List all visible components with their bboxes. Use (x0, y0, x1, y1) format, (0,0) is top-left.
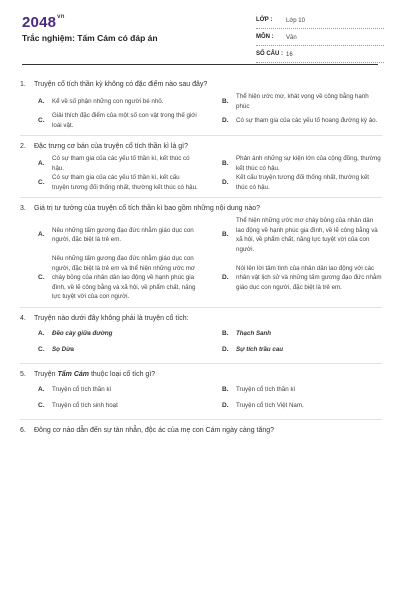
page-title: Trắc nghiệm: Tấm Cám có đáp án (22, 33, 158, 43)
option-text: Truyện cổ tích thần kì (236, 385, 296, 393)
option-grid (20, 154, 382, 192)
question-3 (20, 204, 382, 302)
meta-info (256, 16, 384, 67)
option-text: Truyện cổ tích sinh hoạt (52, 401, 118, 409)
option-grid (20, 382, 382, 414)
question-text (20, 426, 382, 436)
meta-value: Văn (286, 35, 297, 41)
question-prompt: Đông cơ nào dẫn đến sự tàn nhẫn, độc ác của mẹ con Cám ngày càng tăng? (34, 426, 275, 434)
question-text (20, 314, 382, 324)
question-number: 4. (20, 314, 26, 322)
header-divider (22, 64, 378, 65)
option-text: Nêu những tấm gương đạo đức nhằm giáo dục con người, đặc biệt là trẻ em và thể hiện những ước mơ cháy bỏng của nhân dân lao động về hạnh phúc gia đình, về lẽ công bằng và xã hội, về phẩm chất, năng lực tuyệt vời của con người. (52, 255, 196, 300)
option-text: Phản ánh những sự kiện lớn của cộng đồng, thường kết thúc có hậu. (236, 155, 381, 172)
option-b[interactable] (204, 92, 382, 111)
option-letter: A. (38, 385, 45, 393)
option-letter: D. (222, 116, 229, 124)
question-number: 6. (20, 426, 26, 434)
option-d[interactable] (204, 254, 382, 302)
option-text: Có sự tham gia của các yếu tố hoang đường kỳ ảo. (236, 116, 378, 124)
option-b[interactable] (204, 326, 382, 342)
option-d[interactable] (204, 111, 382, 130)
question-divider (20, 363, 382, 364)
question-1 (20, 80, 382, 130)
option-a[interactable] (20, 92, 198, 111)
option-letter: C. (38, 178, 45, 186)
option-text: Sự tích trầu cau (236, 345, 284, 353)
option-letter: B. (222, 159, 229, 167)
site-logo[interactable] (22, 14, 65, 31)
option-letter: C. (38, 401, 45, 409)
option-letter: B. (222, 231, 229, 239)
meta-value: Lớp 10 (286, 18, 305, 24)
option-text: Thể hiện ước mơ, khát vọng về công bằng hạnh phúc (236, 93, 369, 110)
option-d[interactable] (204, 173, 382, 192)
option-b[interactable] (204, 154, 382, 173)
option-letter: A. (38, 159, 45, 167)
meta-key: SỐ CÂU : (256, 51, 283, 57)
question-prompt: Đặc trưng cơ bản của truyện cổ tích thần kì là gì? (34, 143, 189, 150)
option-letter: D. (222, 274, 229, 281)
question-prompt: Truyện cổ tích thần kỳ không có đặc điểm nào sau đây? (34, 81, 208, 88)
question-prompt (34, 371, 155, 378)
question-divider (20, 307, 382, 308)
option-text: Nêu những tấm gương đạo đức nhằm giáo dục con người, đặc biệt là trẻ em. (52, 226, 194, 243)
option-letter: A. (38, 231, 45, 239)
option-grid (20, 216, 382, 302)
question-divider (20, 197, 382, 198)
option-letter: B. (222, 329, 229, 337)
page-header (0, 0, 400, 68)
question-number: 1. (20, 81, 26, 88)
option-text: Truyện cổ tích Việt Nam. (236, 401, 304, 409)
question-text (20, 80, 382, 90)
option-text: Thạch Sanh (236, 329, 272, 337)
option-letter: D. (222, 401, 229, 409)
option-letter: C. (38, 274, 45, 281)
question-text (20, 204, 382, 214)
option-text: Truyện cổ tích thần kì (52, 385, 112, 393)
option-letter: A. (38, 97, 45, 105)
question-6 (20, 426, 382, 436)
option-letter: D. (222, 345, 229, 353)
question-prompt: Giá trị tư tưởng của truyện cổ tích thần kì bao gồm những nội dung nào? (34, 205, 261, 212)
meta-row-count (256, 50, 384, 63)
meta-value: 16 (286, 52, 293, 58)
meta-row-subject (256, 33, 384, 46)
question-number: 3. (20, 205, 26, 212)
option-d[interactable] (204, 342, 382, 358)
meta-row-class (256, 16, 384, 29)
option-text: Sọ Dừa (52, 345, 74, 353)
option-b[interactable] (204, 382, 382, 398)
option-b[interactable] (204, 216, 382, 254)
option-letter: C. (38, 345, 45, 353)
question-4 (20, 314, 382, 358)
option-text: Kết cấu truyện tương đối thống nhất, thường kết thúc có hậu. (236, 174, 370, 191)
option-text: Giải thích đặc điểm của một số con vật trong thế giới loài vật. (52, 112, 197, 129)
question-2 (20, 142, 382, 192)
option-text: Đẽo cày giữa đường (52, 329, 113, 337)
option-letter: C. (38, 116, 45, 124)
option-text: Có sự tham gia của các yếu tố thần kì, kết cấu truyện tương đối thống nhất, thường kết thúc có hậu. (52, 174, 198, 191)
option-grid (20, 92, 382, 130)
question-text (20, 142, 382, 152)
option-c[interactable] (20, 254, 198, 302)
option-text: Nói lên lời tâm tình của nhân dân lao động với các nhân vật lịch sử và những tấm gương đạo đức nhằm giáo dục con người, đặc biệt là trẻ em. (236, 264, 382, 291)
option-c[interactable] (20, 398, 198, 414)
option-text: Kể về số phận những con người bé nhỏ. (52, 97, 164, 105)
question-divider (20, 419, 382, 420)
question-number: 5. (20, 370, 26, 378)
logo-suffix: vn (57, 14, 65, 20)
question-text (20, 370, 382, 380)
meta-key: LỚP : (256, 17, 273, 23)
question-divider (20, 135, 382, 136)
question-5 (20, 370, 382, 414)
story-title: Tấm Cám (57, 370, 89, 378)
option-c[interactable] (20, 111, 198, 130)
prompt-part: thuộc loại cổ tích gì? (89, 370, 156, 378)
option-letter: B. (222, 385, 229, 393)
option-grid (20, 326, 382, 358)
option-a[interactable] (20, 216, 198, 254)
question-number: 2. (20, 143, 26, 150)
option-letter: B. (222, 97, 229, 105)
prompt-part: Truyện (34, 370, 58, 378)
option-c[interactable] (20, 173, 198, 192)
option-a[interactable] (20, 382, 198, 398)
option-c[interactable] (20, 342, 198, 358)
option-a[interactable] (20, 154, 198, 173)
option-text: Thể hiện những ước mơ cháy bỏng của nhân dân lao động về hạnh phúc gia đình, về lẽ công bằng và xã hội, về phẩm chất, năng lực tuyệt vời của con người. (236, 217, 378, 253)
option-a[interactable] (20, 326, 198, 342)
meta-key: MÔN : (256, 34, 274, 40)
option-letter: A. (38, 329, 45, 337)
logo-text: 2048 (22, 14, 57, 31)
option-d[interactable] (204, 398, 382, 414)
option-text: Có sự tham gia của các yếu tố thần kì, kết thúc có hậu. (52, 155, 190, 172)
question-prompt: Truyện nào dưới đây không phải là truyện cổ tích: (34, 314, 189, 322)
option-letter: D. (222, 178, 229, 186)
question-list (20, 80, 382, 438)
